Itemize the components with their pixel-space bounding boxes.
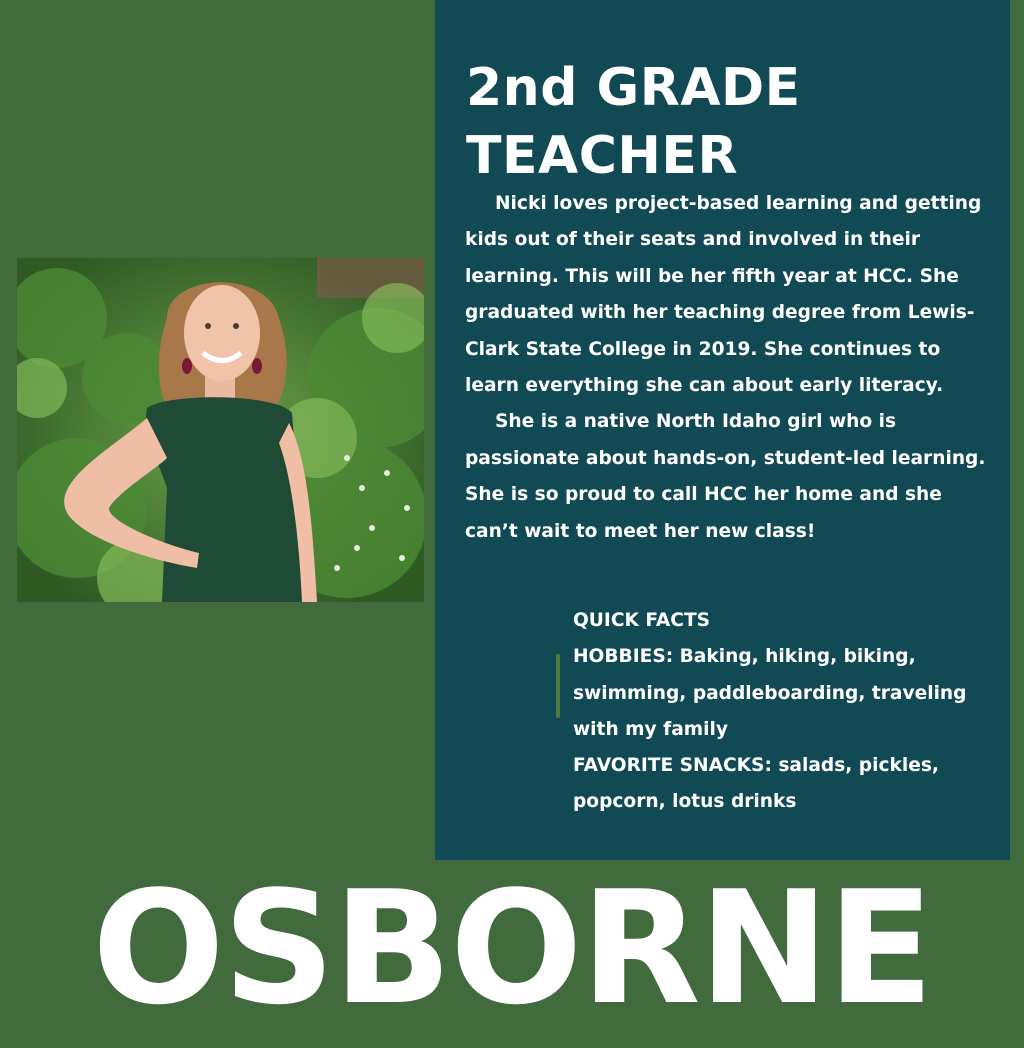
- quick-facts-heading: QUICK FACTS: [573, 610, 711, 631]
- title-line-2: TEACHER: [466, 126, 738, 186]
- quick-facts-accent-bar: [556, 654, 560, 718]
- bio-text: [465, 186, 995, 550]
- teacher-photo: [17, 258, 424, 602]
- quick-facts: [573, 603, 1003, 821]
- snacks-fact: FAVORITE SNACKS: salads, pickles, popcorn, lotus drinks: [573, 755, 939, 813]
- teacher-last-name: OSBORNE: [92, 857, 932, 1039]
- hobbies-fact: HOBBIES: Baking, hiking, biking, swimming, paddleboarding, traveling with my family: [573, 646, 967, 740]
- teacher-photo-illustration: [17, 258, 424, 602]
- page-title: [466, 54, 1006, 190]
- bio-paragraph-1: Nicki loves project-based learning and getting kids out of their seats and involved in their learning. This will be her fifth year at HCC. She graduated with her teaching degree from Lewis-Clark State College in 2019. She continues to learn everything she can about early literacy.: [465, 193, 982, 397]
- title-line-1: 2nd GRADE: [466, 58, 801, 118]
- bio-paragraph-2: She is a native North Idaho girl who is passionate about hands-on, student-led learning. She is so proud to call HCC her home and she can’t wait to meet her new class!: [465, 411, 986, 542]
